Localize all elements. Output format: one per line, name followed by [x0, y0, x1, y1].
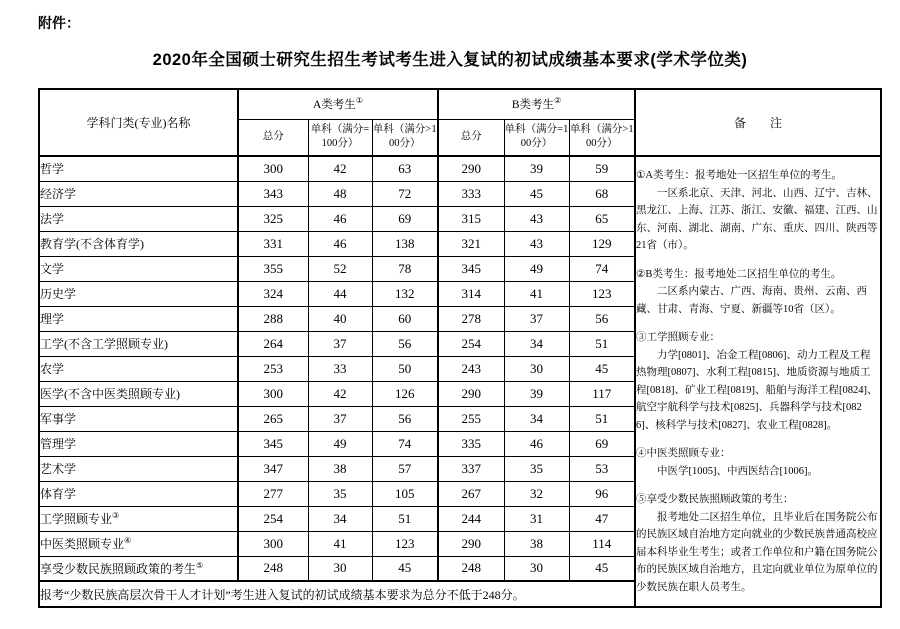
- subject-name-cell: 工学(不含工学照顾专业): [39, 331, 238, 356]
- score-cell: 300: [238, 531, 308, 556]
- score-cell: 335: [438, 431, 504, 456]
- score-cell: 255: [438, 406, 504, 431]
- score-cell: 243: [438, 356, 504, 381]
- score-cell: 47: [569, 506, 635, 531]
- remark-body: 中医学[1005]、中西医结合[1006]。: [657, 465, 819, 477]
- score-cell: 290: [438, 531, 504, 556]
- score-cell: 248: [238, 556, 308, 581]
- subject-name-cell: 中医类照顾专业④: [39, 531, 238, 556]
- remark-body: 一区系北京、天津、河北、山西、辽宁、吉林、黑龙江、上海、江苏、浙江、安徽、福建、江西、山东、河南、湖北、湖南、广东、重庆、四川、陕西等21省（市）。: [636, 187, 878, 251]
- score-cell: 244: [438, 506, 504, 531]
- footnote-cell: 报考“少数民族高层次骨干人才计划”考生进入复试的初试成绩基本要求为总分不低于248分。: [39, 581, 635, 607]
- score-cell: 72: [372, 181, 438, 206]
- score-cell: 138: [372, 231, 438, 256]
- score-cell: 300: [238, 156, 308, 181]
- score-cell: 267: [438, 481, 504, 506]
- score-cell: 126: [372, 381, 438, 406]
- score-cell: 30: [504, 356, 569, 381]
- remark-heading: ④中医类照顾专业：: [636, 448, 731, 459]
- score-cell: 45: [569, 356, 635, 381]
- header-row-groups: [39, 89, 881, 119]
- score-cell: 74: [569, 256, 635, 281]
- group-a-header: [238, 89, 438, 119]
- table-row: [39, 156, 881, 181]
- subject-name-cell: 历史学: [39, 281, 238, 306]
- score-cell: 56: [372, 331, 438, 356]
- score-cell: 34: [308, 506, 372, 531]
- score-cell: 34: [504, 406, 569, 431]
- subject-name-cell: 哲学: [39, 156, 238, 181]
- score-cell: 324: [238, 281, 308, 306]
- score-cell: 69: [372, 206, 438, 231]
- score-cell: 53: [569, 456, 635, 481]
- remark-heading: ⑤享受少数民族照顾政策的考生：: [636, 494, 794, 505]
- attachment-label: 附件：: [38, 15, 80, 31]
- score-cell: 46: [504, 431, 569, 456]
- score-cell: 31: [504, 506, 569, 531]
- subject-name-cell: 享受少数民族照顾政策的考生⑤: [39, 556, 238, 581]
- subject-name-cell: 军事学: [39, 406, 238, 431]
- score-cell: 253: [238, 356, 308, 381]
- b-single-over-100-header: 单科（满分>100分）: [569, 119, 635, 156]
- score-cell: 44: [308, 281, 372, 306]
- remark-block: [636, 445, 880, 480]
- score-cell: 46: [308, 231, 372, 256]
- score-cell: 105: [372, 481, 438, 506]
- score-cell: 37: [308, 331, 372, 356]
- score-cell: 300: [238, 381, 308, 406]
- score-cell: 46: [308, 206, 372, 231]
- score-cell: 43: [504, 231, 569, 256]
- score-cell: 38: [308, 456, 372, 481]
- score-cell: 56: [569, 306, 635, 331]
- score-cell: 40: [308, 306, 372, 331]
- score-cell: 290: [438, 381, 504, 406]
- subject-column-header: 学科门类(专业)名称: [39, 89, 238, 156]
- score-cell: 42: [308, 156, 372, 181]
- score-cell: 254: [438, 331, 504, 356]
- score-cell: 60: [372, 306, 438, 331]
- score-cell: 123: [372, 531, 438, 556]
- score-cell: 117: [569, 381, 635, 406]
- score-cell: 65: [569, 206, 635, 231]
- group-b-header: [438, 89, 635, 119]
- score-cell: 43: [504, 206, 569, 231]
- remark-block: [636, 491, 880, 596]
- score-cell: 96: [569, 481, 635, 506]
- score-cell: 50: [372, 356, 438, 381]
- remark-heading: ①A类考生：报考地处一区招生单位的考生。: [636, 170, 843, 181]
- score-cell: 290: [438, 156, 504, 181]
- score-cell: 129: [569, 231, 635, 256]
- score-cell: 33: [308, 356, 372, 381]
- score-cell: 74: [372, 431, 438, 456]
- score-cell: 277: [238, 481, 308, 506]
- score-cell: 331: [238, 231, 308, 256]
- score-cell: 114: [569, 531, 635, 556]
- score-cell: 42: [308, 381, 372, 406]
- score-cell: 264: [238, 331, 308, 356]
- a-single-over-100-header: 单科（满分>100分）: [372, 119, 438, 156]
- score-cell: 56: [372, 406, 438, 431]
- subject-name-cell: 体育学: [39, 481, 238, 506]
- remark-body: 力学[0801]、冶金工程[0806]、动力工程及工程热物理[0807]、水利工程[0815]、地质资源与地质工程[0818]、矿业工程[0819]、船舶与海洋工程[0824]、航空宇航科学与技术[0825]、兵器科学与技术[0826]、核科学与技术[0827]、农业工程[0828]。: [636, 349, 878, 431]
- subject-name-cell: 法学: [39, 206, 238, 231]
- group-b-footnote-mark: ②: [554, 96, 562, 106]
- score-cell: 68: [569, 181, 635, 206]
- score-cell: 345: [438, 256, 504, 281]
- a-total-header: 总分: [238, 119, 308, 156]
- page-title: 2020年全国硕士研究生招生考试考生进入复试的初试成绩基本要求(学术学位类): [152, 51, 748, 69]
- score-cell: 34: [504, 331, 569, 356]
- score-cell: 48: [308, 181, 372, 206]
- score-cell: 41: [504, 281, 569, 306]
- score-cell: 333: [438, 181, 504, 206]
- remark-body: 报考地处二区招生单位，且毕业后在国务院公布的民族区域自治地方定向就业的少数民族普通高校应届本科毕业生考生；或者工作单位和户籍在国务院公布的民族区域自治地方，且定向就业单位为原单位的少数民族在职人员考生。: [636, 511, 878, 593]
- group-a-label: A类考生: [313, 99, 356, 112]
- score-cell: 57: [372, 456, 438, 481]
- score-cell: 39: [504, 381, 569, 406]
- score-cell: 45: [504, 181, 569, 206]
- remarks-cell: [635, 156, 881, 607]
- score-cell: 59: [569, 156, 635, 181]
- score-cell: 123: [569, 281, 635, 306]
- score-cell: 49: [308, 431, 372, 456]
- score-cell: 78: [372, 256, 438, 281]
- score-cell: 51: [372, 506, 438, 531]
- score-cell: 325: [238, 206, 308, 231]
- remark-body: 二区系内蒙古、广西、海南、贵州、云南、西藏、甘肃、青海、宁夏、新疆等10省（区）。: [636, 286, 868, 315]
- subject-name-cell: 理学: [39, 306, 238, 331]
- score-cell: 265: [238, 406, 308, 431]
- score-cell: 248: [438, 556, 504, 581]
- score-cell: 314: [438, 281, 504, 306]
- score-cell: 37: [504, 306, 569, 331]
- subject-name-cell: 教育学(不含体育学): [39, 231, 238, 256]
- score-cell: 49: [504, 256, 569, 281]
- group-a-footnote-mark: ①: [355, 96, 363, 106]
- b-total-header: 总分: [438, 119, 504, 156]
- score-cell: 278: [438, 306, 504, 331]
- score-cell: 45: [372, 556, 438, 581]
- subject-name-cell: 艺术学: [39, 456, 238, 481]
- score-cell: 321: [438, 231, 504, 256]
- remark-heading: ③工学照顾专业：: [636, 332, 721, 343]
- remark-heading: ②B类考生：报考地处二区招生单位的考生。: [636, 268, 842, 280]
- score-cell: 41: [308, 531, 372, 556]
- score-cell: 38: [504, 531, 569, 556]
- score-cell: 288: [238, 306, 308, 331]
- score-cell: 37: [308, 406, 372, 431]
- score-cell: 63: [372, 156, 438, 181]
- score-table: [38, 88, 882, 608]
- b-single-100-header: 单科（满分=100分）: [504, 119, 569, 156]
- score-cell: 51: [569, 406, 635, 431]
- score-cell: 315: [438, 206, 504, 231]
- group-b-label: B类考生: [511, 99, 554, 112]
- score-cell: 345: [238, 431, 308, 456]
- score-cell: 35: [308, 481, 372, 506]
- remark-block: [636, 266, 880, 319]
- score-cell: 30: [308, 556, 372, 581]
- score-cell: 30: [504, 556, 569, 581]
- a-single-100-header: 单科（满分=100分）: [308, 119, 372, 156]
- remark-block: [636, 329, 880, 434]
- remarks-column-header: 备 注: [635, 89, 881, 156]
- subject-name-cell: 农学: [39, 356, 238, 381]
- score-cell: 45: [569, 556, 635, 581]
- score-cell: 35: [504, 456, 569, 481]
- score-cell: 52: [308, 256, 372, 281]
- score-cell: 32: [504, 481, 569, 506]
- score-cell: 337: [438, 456, 504, 481]
- score-cell: 347: [238, 456, 308, 481]
- subject-name-cell: 医学(不含中医类照顾专业): [39, 381, 238, 406]
- subject-name-cell: 文学: [39, 256, 238, 281]
- score-cell: 254: [238, 506, 308, 531]
- score-cell: 132: [372, 281, 438, 306]
- score-cell: 51: [569, 331, 635, 356]
- score-cell: 343: [238, 181, 308, 206]
- score-cell: 39: [504, 156, 569, 181]
- remark-block: [636, 167, 880, 255]
- subject-name-cell: 工学照顾专业③: [39, 506, 238, 531]
- score-cell: 69: [569, 431, 635, 456]
- subject-name-cell: 经济学: [39, 181, 238, 206]
- score-cell: 355: [238, 256, 308, 281]
- subject-name-cell: 管理学: [39, 431, 238, 456]
